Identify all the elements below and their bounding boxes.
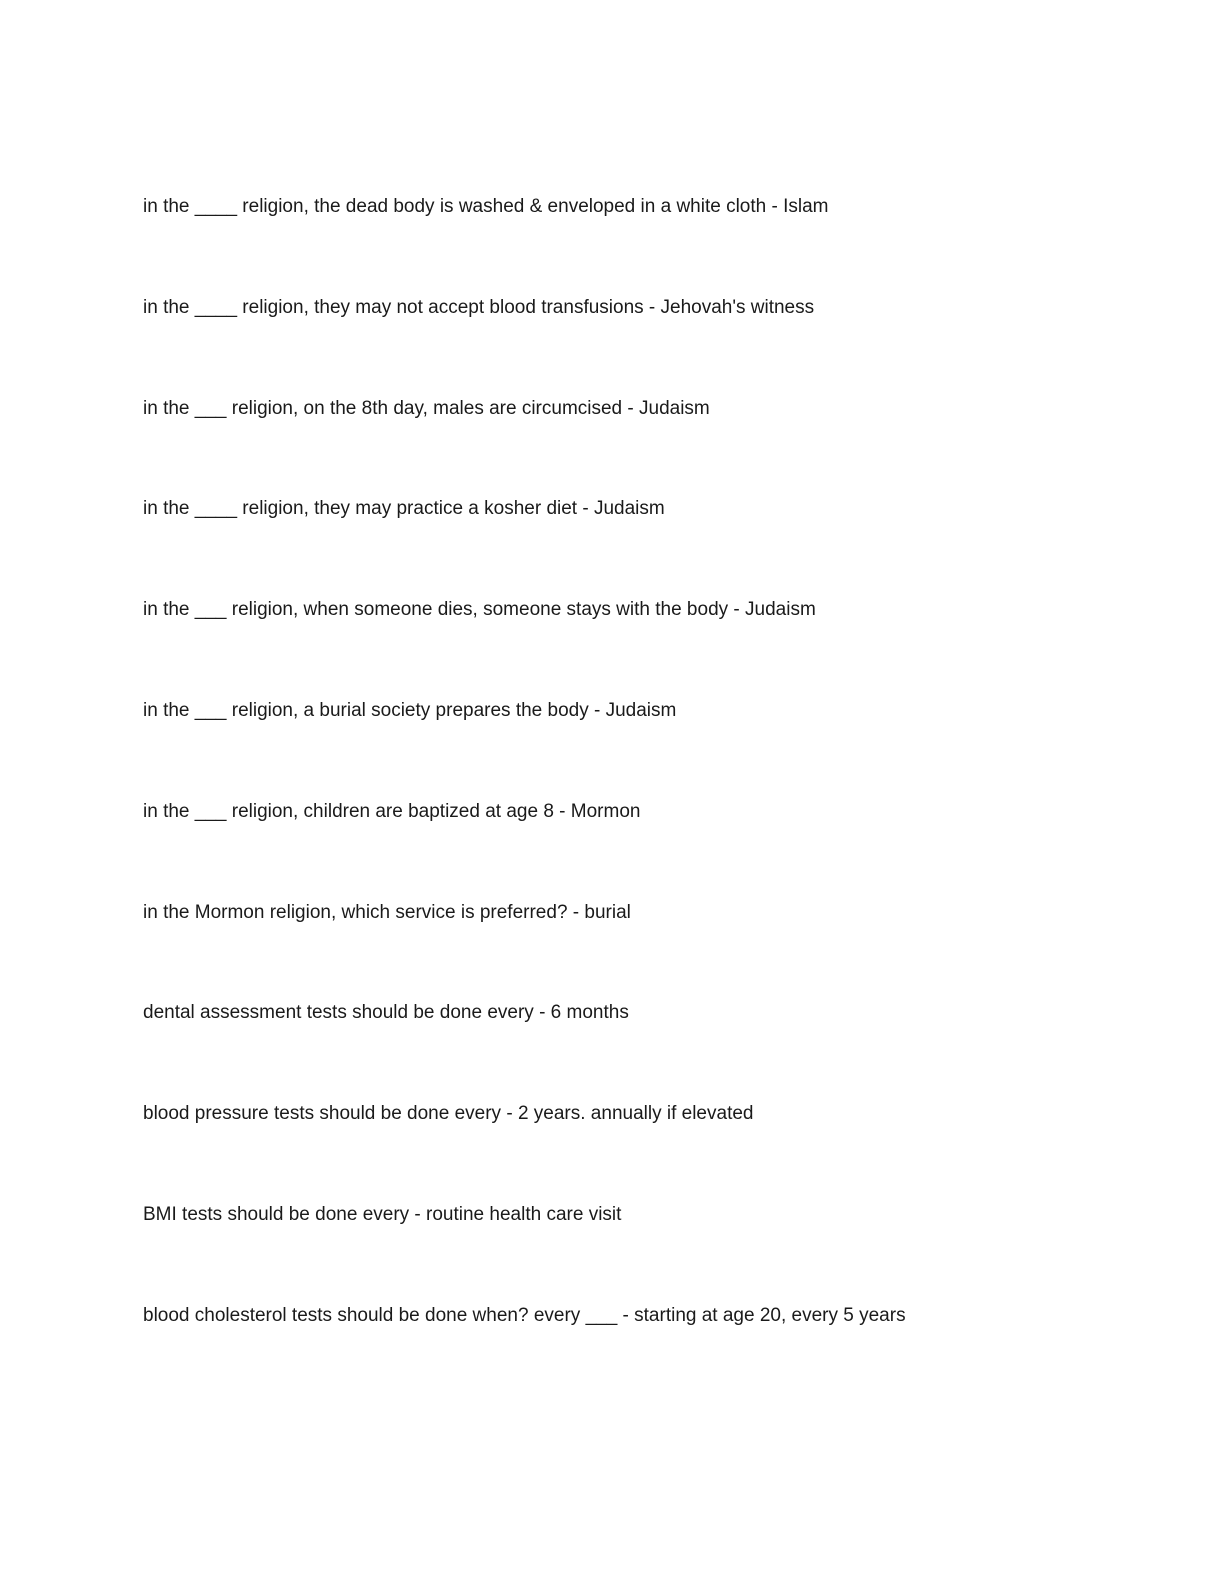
flashcard-line: in the ____ religion, they may practice a kosher diet - Judaism <box>143 498 665 520</box>
flashcard-line: in the ___ religion, a burial society prepares the body - Judaism <box>143 699 677 721</box>
flashcard-line: in the ____ religion, the dead body is washed & enveloped in a white cloth - Islam <box>143 196 829 217</box>
flashcard-line: BMI tests should be done every - routine health care visit <box>143 1203 622 1225</box>
flashcard-line: blood cholesterol tests should be done when? every ___ - starting at age 20, every 5 years <box>143 1304 906 1326</box>
flashcard-line: dental assessment tests should be done every - 6 months <box>143 1002 629 1024</box>
flashcard-line: in the ___ religion, children are baptized at age 8 - Mormon <box>143 800 641 822</box>
flashcard-line: in the ___ religion, when someone dies, someone stays with the body - Judaism <box>143 599 816 621</box>
flashcard-list <box>143 192 1143 1402</box>
flashcard-line: in the ___ religion, on the 8th day, males are circumcised - Judaism <box>143 397 710 419</box>
flashcard-line: in the ____ religion, they may not accept blood transfusions - Jehovah's witness <box>143 296 815 318</box>
flashcard-line: blood pressure tests should be done every - 2 years. annually if elevated <box>143 1103 754 1125</box>
flashcard-line: in the Mormon religion, which service is preferred? - burial <box>143 901 631 923</box>
